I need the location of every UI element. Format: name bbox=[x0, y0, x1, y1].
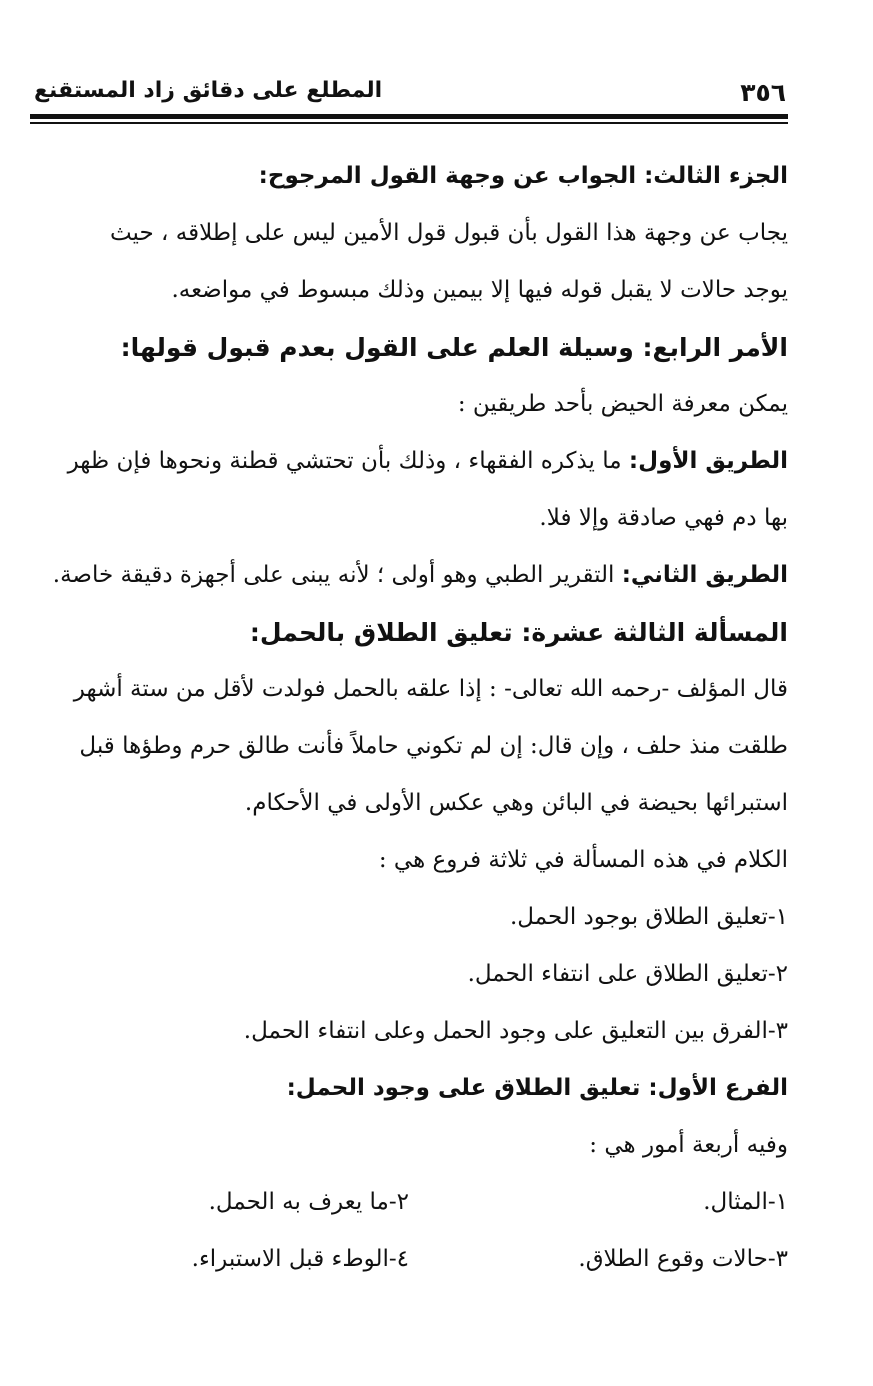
running-title: المطلع على دقائق زاد المستقنع bbox=[34, 78, 383, 103]
paragraph-line: يجاب عن وجهة هذا القول بأن قبول قول الأمين ليس على إطلاقه ، حيث bbox=[109, 220, 788, 246]
matters-row bbox=[30, 1174, 788, 1231]
branch-item: ٢-تعليق الطلاق على انتفاء الحمل. bbox=[467, 961, 788, 987]
branches-intro: الكلام في هذه المسألة في ثلاثة فروع هي : bbox=[378, 847, 788, 873]
paragraph-line: بها دم فهي صادقة وإلا فلا. bbox=[539, 505, 788, 531]
page-header bbox=[30, 78, 788, 112]
matter-item: ٤-الوطء قبل الاستبراء. bbox=[191, 1246, 409, 1272]
way-one-label: الطريق الأول: bbox=[628, 448, 788, 474]
way-one-text: ما يذكره الفقهاء ، وذلك بأن تحتشي قطنة ونحوها فإن ظهر bbox=[67, 448, 622, 474]
way-two-text: التقرير الطبي وهو أولى ؛ لأنه يبنى على أجهزة دقيقة خاصة. bbox=[52, 562, 615, 588]
header-rule-thin bbox=[30, 122, 788, 124]
way-one-line bbox=[30, 433, 788, 490]
heading-first-branch: الفرع الأول: تعليق الطلاق على وجود الحمل: bbox=[286, 1075, 788, 1101]
quote-line: قال المؤلف -رحمه الله تعالى- : إذا علقه بالحمل فولدت لأقل من ستة أشهر bbox=[73, 676, 788, 702]
way-two-line bbox=[30, 547, 788, 604]
quote-line: طلقت منذ حلف ، وإن قال: إن لم تكوني حاملاً فأنت طالق حرم وطؤها قبل bbox=[79, 733, 788, 759]
branch-item: ٣-الفرق بين التعليق على وجود الحمل وعلى انتفاء الحمل. bbox=[243, 1018, 788, 1044]
branch-item: ١-تعليق الطلاق بوجود الحمل. bbox=[509, 904, 788, 930]
header-rule-thick bbox=[30, 114, 788, 119]
matter-item: ١-المثال. bbox=[703, 1189, 788, 1215]
matters-intro: وفيه أربعة أمور هي : bbox=[589, 1132, 788, 1158]
quote-line: استبرائها بحيضة في البائن وهي عكس الأولى في الأحكام. bbox=[244, 790, 788, 816]
paragraph-line: يوجد حالات لا يقبل قوله فيها إلا بيمين وذلك مبسوط في مواضعه. bbox=[171, 277, 788, 303]
paragraph-line: يمكن معرفة الحيض بأحد طريقين : bbox=[457, 391, 788, 417]
page-number: ٣٥٦ bbox=[740, 78, 786, 107]
heading-fourth-matter: الأمر الرابع: وسيلة العلم على القول بعدم قبول قولها: bbox=[120, 333, 788, 362]
book-page bbox=[30, 0, 788, 1386]
heading-issue-thirteen: المسألة الثالثة عشرة: تعليق الطلاق بالحمل: bbox=[249, 618, 788, 647]
matter-item: ٢-ما يعرف به الحمل. bbox=[208, 1189, 409, 1215]
way-two-label: الطريق الثاني: bbox=[621, 562, 788, 588]
heading-part-three: الجزء الثالث: الجواب عن وجهة القول المرجوح: bbox=[258, 163, 788, 189]
matters-row bbox=[30, 1231, 788, 1288]
matter-item: ٣-حالات وقوع الطلاق. bbox=[578, 1246, 788, 1272]
page-body bbox=[30, 148, 788, 1288]
